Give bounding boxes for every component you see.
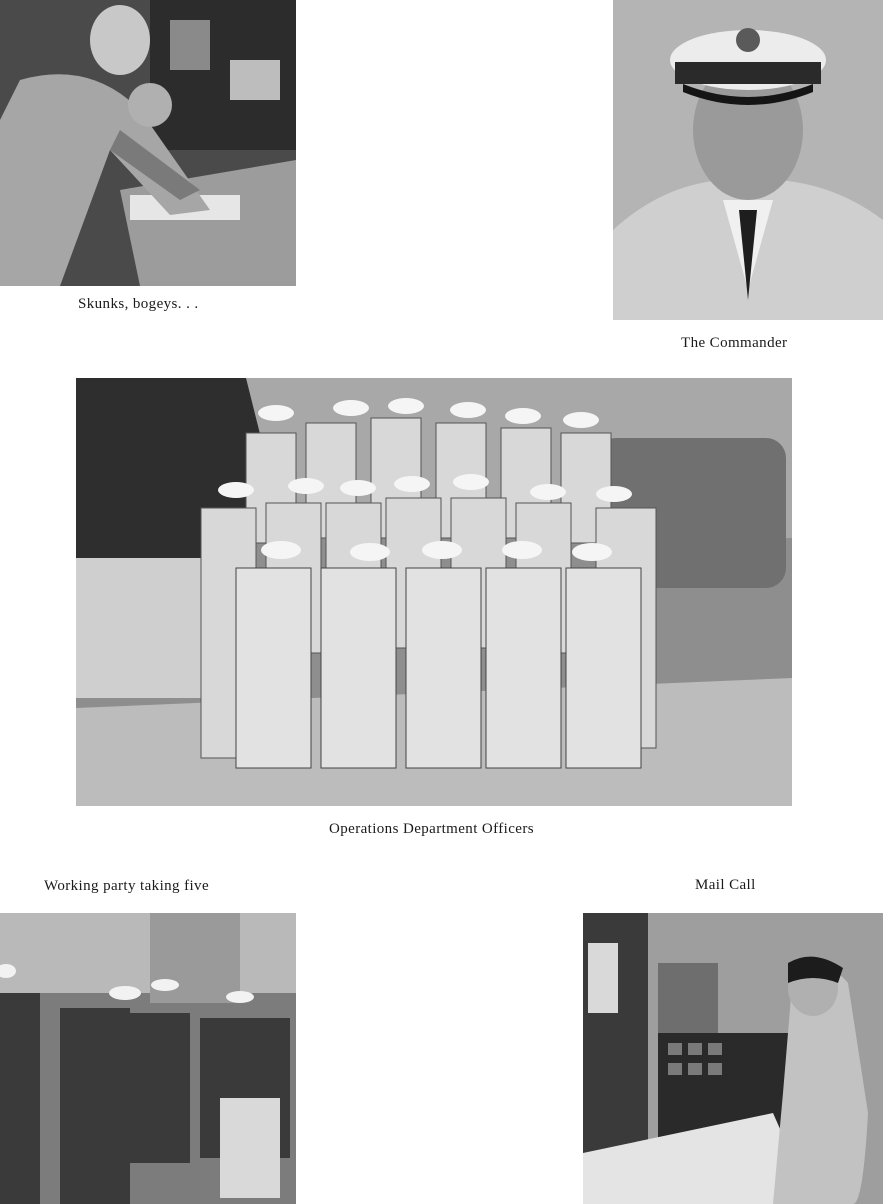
operations-officers-image [76, 378, 792, 806]
photo-operations-officers [76, 378, 792, 806]
commander-portrait-image [613, 0, 883, 320]
photo-plotting-room [0, 0, 296, 286]
caption-plotting-room: Skunks, bogeys. . . [78, 296, 199, 312]
plotting-room-image [0, 0, 296, 286]
caption-commander: The Commander [681, 335, 788, 351]
caption-operations-officers: Operations Department Officers [329, 821, 534, 837]
photo-working-party [0, 913, 296, 1204]
photo-commander-portrait [613, 0, 883, 320]
caption-working-party: Working party taking five [44, 878, 210, 894]
mail-call-image [583, 913, 883, 1204]
working-party-image [0, 913, 296, 1204]
caption-mail-call: Mail Call [695, 877, 756, 893]
photo-mail-call [583, 913, 883, 1204]
